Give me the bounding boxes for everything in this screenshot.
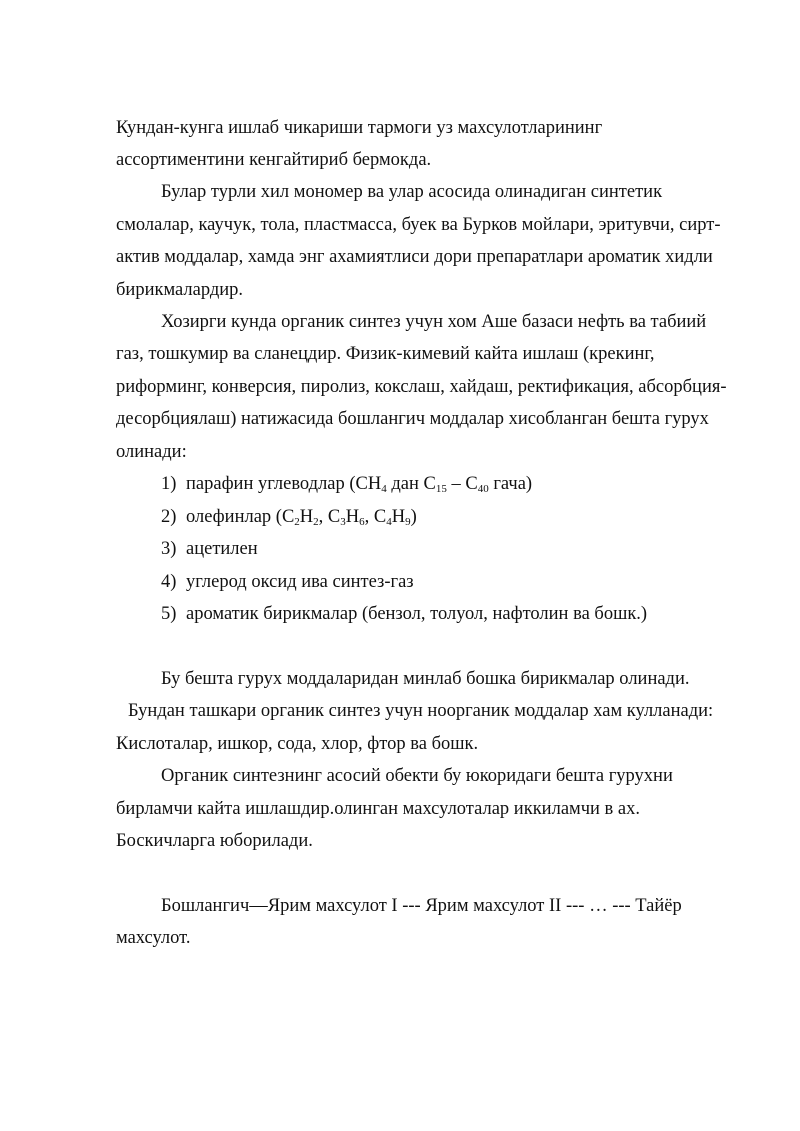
text-run: , C [318,507,341,527]
list-item [161,537,258,561]
text-run: H [299,507,314,527]
list-text [186,474,532,494]
list-text [186,539,258,559]
list-text [186,604,647,624]
text-line: актив моддалар, хамда энг ахамиятлиси дори препаратлари ароматик хидли [116,247,713,267]
list-item [161,505,417,529]
list-item [161,602,647,626]
text-line: Хозирги кунда органик синтез учун хом Аше базаси нефть ва табиий [161,312,707,332]
text-line: смолалар, каучук, тола, пластмасса, буек ва Бурков мойлари, эритувчи, сирт- [116,215,721,235]
subscript: 40 [477,483,489,495]
subscript: 15 [435,483,447,495]
text-line: газ, тошкумир ва сланецдир. Физик-кимевий кайта ишлаш (крекинг, [116,344,655,364]
subscript: 6 [359,516,365,528]
text-line: махсулот. [116,928,191,948]
list-text [186,572,414,592]
text-run: ароматик бирикмалар (бензол, толуол, нафтолин ва бошк.) [186,604,648,624]
text-line: риформинг, конверсия, пиролиз, кокслаш, хайдаш, ректификация, абсорбция- [116,377,727,397]
list-number: 3) [161,539,177,559]
text-line: Бошлангич—Ярим махсулот I --- Ярим махсулот II --- … --- Тайёр [161,896,682,916]
text-run: H [391,507,406,527]
list-text [186,507,417,527]
text-run: дан C [386,474,436,494]
text-line: бирламчи кайта ишлашдир.олинган махсулоталар иккиламчи в ах. [116,799,641,819]
subscript: 2 [294,516,300,528]
list-item [161,570,414,594]
text-run: парафин углеводлар (CH [186,474,382,494]
text-line: Булар турли хил мономер ва улар асосида олинадиган синтетик [161,182,663,202]
text-line: Кундан-кунга ишлаб чикариши тармоги уз махсулотларининг [116,118,603,138]
text-line: десорбциялаш) натижасида бошлангич моддалар хисобланган бешта гурух [116,409,709,429]
text-line: Органик синтезнинг асосий обекти бу юкоридаги бешта гурухни [161,766,673,786]
text-line: Бундан ташкари органик синтез учун ноорганик моддалар хам кулланади: [128,701,714,721]
text-line: Бу бешта гурух моддаларидан минлаб бошка бирикмалар олинади. [161,669,690,689]
list-number: 1) [161,474,177,494]
subscript: 4 [386,516,392,528]
subscript: 9 [405,516,411,528]
subscript: 3 [340,516,346,528]
list-item [161,472,532,496]
text-run: ) [410,507,417,527]
text-run: , C [364,507,387,527]
list-number: 4) [161,572,177,592]
list-number: 2) [161,507,177,527]
subscript: 4 [381,483,387,495]
text-run: ацетилен [186,539,258,559]
text-run: – C [446,474,478,494]
list-number: 5) [161,604,177,624]
text-run: гача) [488,474,533,494]
text-line: Боскичларга юборилади. [116,831,313,851]
text-line: Кислоталар, ишкор, сода, хлор, фтор ва бошк. [116,734,479,754]
text-run: углерод оксид ива синтез-газ [186,572,414,592]
text-line: ассортиментини кенгайтириб бермокда. [116,150,432,170]
text-line: бирикмалардир. [116,280,244,300]
text-run: H [345,507,360,527]
text-run: олефинлар (C [186,507,295,527]
subscript: 2 [313,516,319,528]
text-line: олинади: [116,442,187,462]
